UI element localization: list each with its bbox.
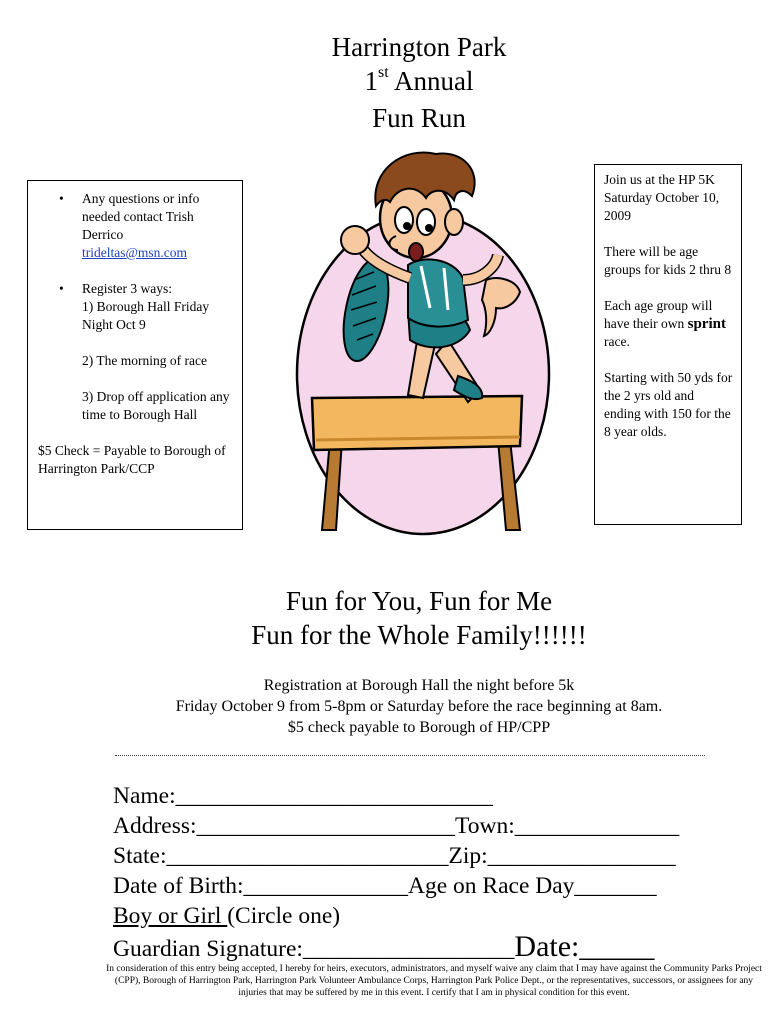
address-town-field[interactable]: Address:______________________Town:______________: [113, 813, 680, 839]
title-line-2: [0, 66, 770, 97]
runner-hurdle-illustration: [258, 140, 598, 540]
sprint-text-pre: Each age group will have their own: [604, 298, 713, 331]
age-groups-text: There will be age groups for kids 2 thru 8: [604, 244, 732, 277]
registration-line-1: Registration at Borough Hall the night before 5k: [263, 677, 575, 694]
contact-bullet: [38, 190, 232, 262]
contact-email-link[interactable]: trideltas@msn.com: [82, 245, 188, 260]
register-option-2: 2) The morning of race: [82, 353, 207, 368]
contact-info-box: [27, 180, 243, 530]
slogan-line-2: Fun for the Whole Family!!!!!!: [251, 620, 587, 650]
bullet-icon: •: [59, 281, 64, 296]
sprint-text-post: race.: [604, 334, 630, 349]
register-option-3: 3) Drop off application any time to Borough Hall: [82, 389, 230, 422]
circle-one-label: (Circle one): [227, 903, 341, 929]
bullet-icon: •: [59, 191, 64, 206]
distance-text: Starting with 50 yds for the 2 yrs old and ending with 150 for the 8 year olds.: [604, 370, 733, 439]
check-payable-text: $5 Check = Payable to Borough of Harrington Park/CCP: [38, 443, 226, 476]
registration-line-2: Friday October 9 from 5-8pm or Saturday before the race beginning at 8am.: [175, 698, 663, 715]
title-line-3: Fun Run: [372, 103, 466, 133]
guardian-signature-label: Guardian Signature:__________________: [113, 936, 515, 962]
slogan-line-1: Fun for You, Fun for Me: [285, 586, 553, 616]
register-option-1: 1) Borough Hall Friday Night Oct 9: [82, 299, 210, 332]
date-blank: _____: [579, 930, 655, 963]
spacer: [38, 262, 232, 280]
event-info-box: [594, 164, 742, 525]
register-bullet: [38, 280, 232, 424]
cut-line-divider: [115, 755, 705, 756]
liability-waiver: In consideration of this entry being accepted, I hereby for heirs, executors, administrators, and myself waive any claim that I may have against the Community Parks Project (CPP), Borough of Harrington Park, Harrington Park Volunteer Ambulance Corps, Harrington Park Police Dept., or the representatives, successors, or assignees for any injuries that may be suffered by me in this event. I certify that I am in physical condition for this event.: [106, 964, 762, 998]
title-line-1: Harrington Park: [331, 32, 507, 62]
gender-options: Boy or Girl: [113, 903, 228, 929]
registration-line-3: $5 check payable to Borough of HP/CPP: [287, 719, 551, 736]
edition-number: 1: [364, 66, 379, 96]
sprint-text: [604, 297, 733, 351]
sprint-word: sprint: [687, 316, 726, 332]
date-label: Date:: [514, 930, 580, 963]
guardian-signature-field[interactable]: [113, 930, 654, 964]
edition-suffix: st: [378, 64, 389, 81]
contact-text: Any questions or info needed contact Trish Derrico: [82, 191, 200, 242]
state-zip-field[interactable]: State:________________________Zip:________________: [113, 843, 676, 869]
annual-label: Annual: [393, 66, 474, 96]
gender-field[interactable]: [113, 903, 340, 930]
name-field[interactable]: Name:___________________________: [113, 783, 493, 809]
dob-age-field[interactable]: Date of Birth:______________Age on Race Day_______: [113, 873, 657, 899]
event-date-text: Join us at the HP 5K Saturday October 10, 2009: [604, 172, 720, 223]
register-heading: Register 3 ways:: [82, 281, 172, 296]
